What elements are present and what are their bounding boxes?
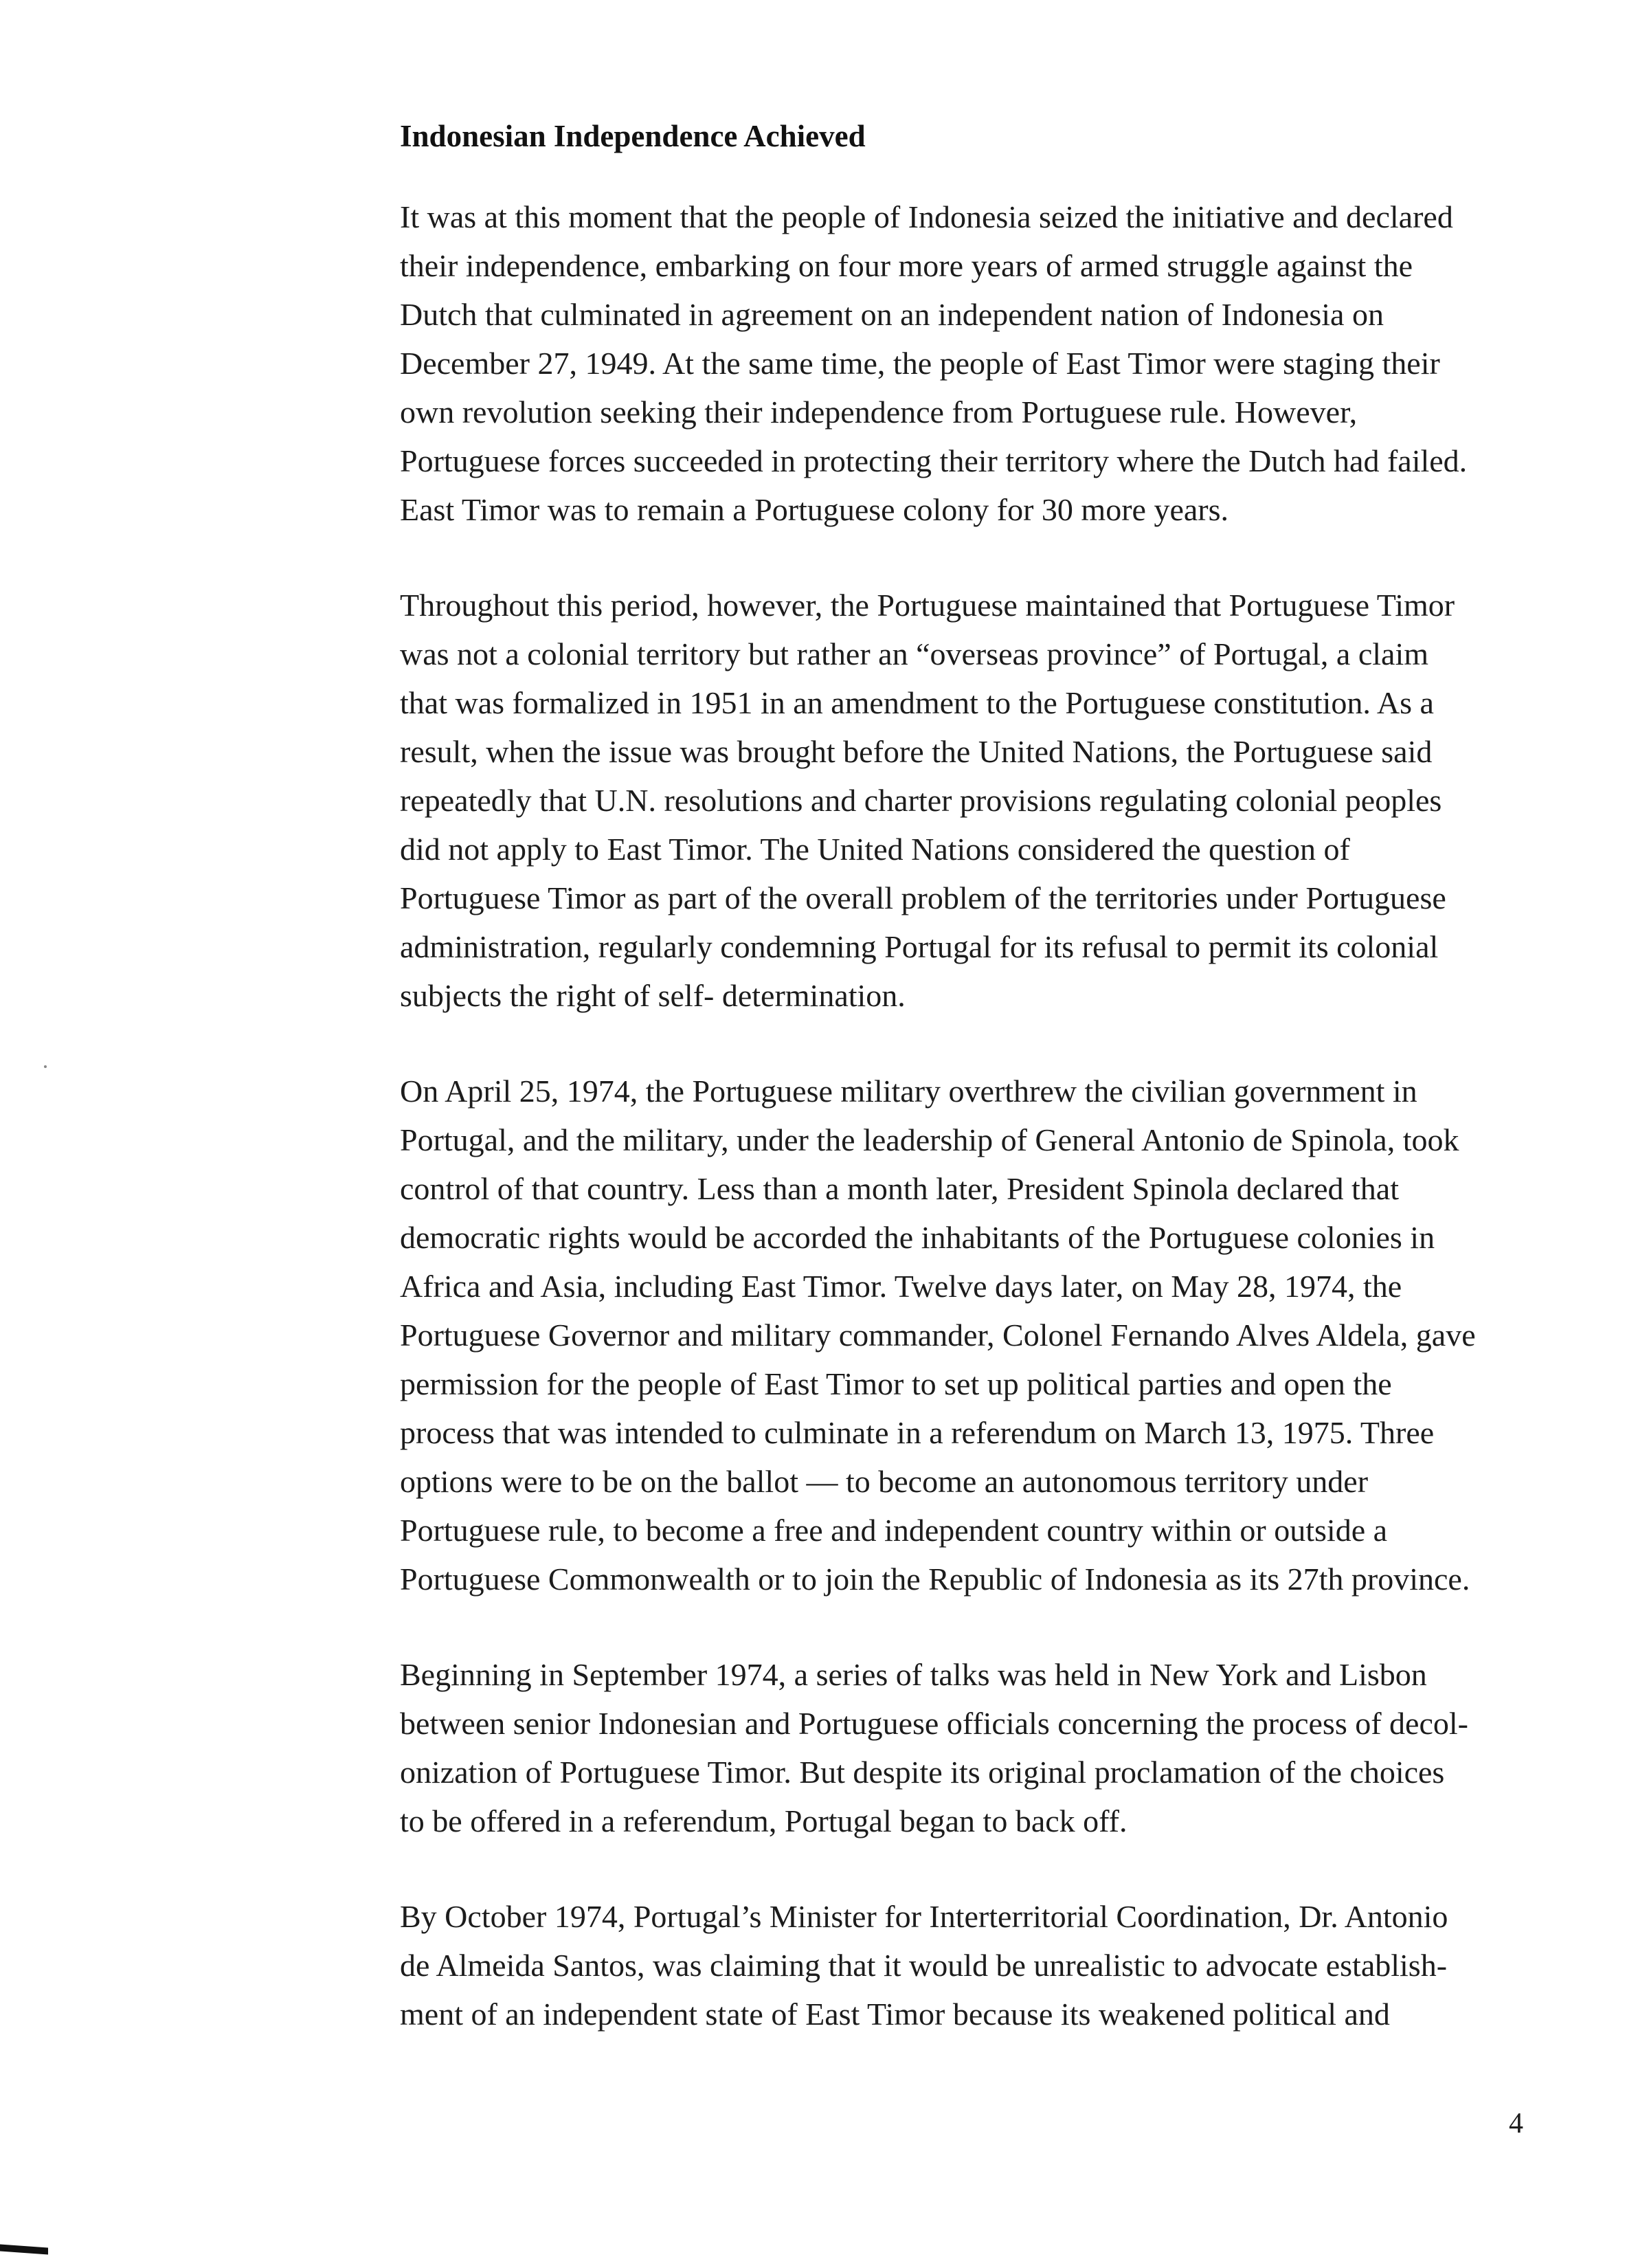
paragraph — [400, 1892, 1540, 2038]
paragraph — [400, 581, 1540, 1020]
paragraph — [400, 192, 1540, 534]
text-line: their independence, embarking on four more years of armed struggle against the — [400, 248, 1413, 283]
text-line: control of that country. Less than a month later, President Spinola declared that — [400, 1171, 1399, 1206]
text-line: Portugal, and the military, under the leadership of General Antonio de Spinola, took — [400, 1122, 1459, 1157]
text-line: democratic rights would be accorded the inhabitants of the Portuguese colonies in — [400, 1220, 1435, 1255]
text-line: own revolution seeking their independence from Portuguese rule. However, — [400, 394, 1358, 430]
text-line: was not a colonial territory but rather an “overseas province” of Portugal, a claim — [400, 636, 1428, 671]
scan-speck — [44, 1065, 47, 1068]
text-line: On April 25, 1974, the Portuguese military overthrew the civilian government in — [400, 1074, 1417, 1109]
text-line: December 27, 1949. At the same time, the people of East Timor were staging their — [400, 346, 1440, 381]
body-text — [400, 192, 1540, 2038]
text-line: permission for the people of East Timor to set up political parties and open the — [400, 1366, 1392, 1401]
text-line: onization of Portuguese Timor. But despite its original proclamation of the choices — [400, 1755, 1445, 1790]
text-line: East Timor was to remain a Portuguese colony for 30 more years. — [400, 492, 1229, 527]
text-line: Africa and Asia, including East Timor. Twelve days later, on May 28, 1974, the — [400, 1269, 1402, 1304]
text-line: Portuguese Timor as part of the overall problem of the territories under Portuguese — [400, 880, 1446, 915]
text-line: options were to be on the ballot — to become an autonomous territory under — [400, 1464, 1369, 1499]
text-line: repeatedly that U.N. resolutions and charter provisions regulating colonial peoples — [400, 783, 1442, 818]
text-line: ment of an independent state of East Timor because its weakened political and — [400, 1997, 1390, 2032]
text-line: subjects the right of self- determination. — [400, 978, 906, 1013]
scan-edge-mark — [0, 2245, 48, 2255]
page-number: 4 — [1509, 2108, 1523, 2139]
paragraph — [400, 1650, 1540, 1845]
text-line: that was formalized in 1951 in an amendment to the Portuguese constitution. As a — [400, 685, 1434, 720]
text-line: Portuguese forces succeeded in protecting their territory where the Dutch had failed. — [400, 443, 1468, 478]
text-line: administration, regularly condemning Portugal for its refusal to permit its colonial — [400, 929, 1439, 964]
text-line: By October 1974, Portugal’s Minister for Interterritorial Coordination, Dr. Antonio — [400, 1899, 1448, 1934]
text-line: Throughout this period, however, the Portuguese maintained that Portuguese Timor — [400, 588, 1455, 623]
text-line: Dutch that culminated in agreement on an independent nation of Indonesia on — [400, 297, 1384, 332]
text-line: process that was intended to culminate in a referendum on March 13, 1975. Three — [400, 1415, 1435, 1450]
text-line: Portuguese Governor and military commander, Colonel Fernando Alves Aldela, gave — [400, 1318, 1476, 1353]
text-line: to be offered in a referendum, Portugal began to back off. — [400, 1803, 1128, 1838]
text-line: Portuguese rule, to become a free and independent country within or outside a — [400, 1513, 1388, 1548]
text-line: It was at this moment that the people of Indonesia seized the initiative and declared — [400, 199, 1453, 234]
text-line: result, when the issue was brought before the United Nations, the Portuguese said — [400, 734, 1433, 769]
text-line: did not apply to East Timor. The United Nations considered the question of — [400, 832, 1350, 867]
text-line: de Almeida Santos, was claiming that it would be unrealistic to advocate establish- — [400, 1948, 1448, 1983]
text-line: Beginning in September 1974, a series of talks was held in New York and Lisbon — [400, 1657, 1427, 1692]
text-line: Portuguese Commonwealth or to join the Republic of Indonesia as its 27th province. — [400, 1561, 1470, 1597]
text-line: between senior Indonesian and Portuguese officials concerning the process of decol- — [400, 1706, 1468, 1741]
paragraph — [400, 1067, 1540, 1603]
page-content — [400, 115, 1540, 2085]
section-heading: Indonesian Independence Achieved — [400, 119, 866, 153]
